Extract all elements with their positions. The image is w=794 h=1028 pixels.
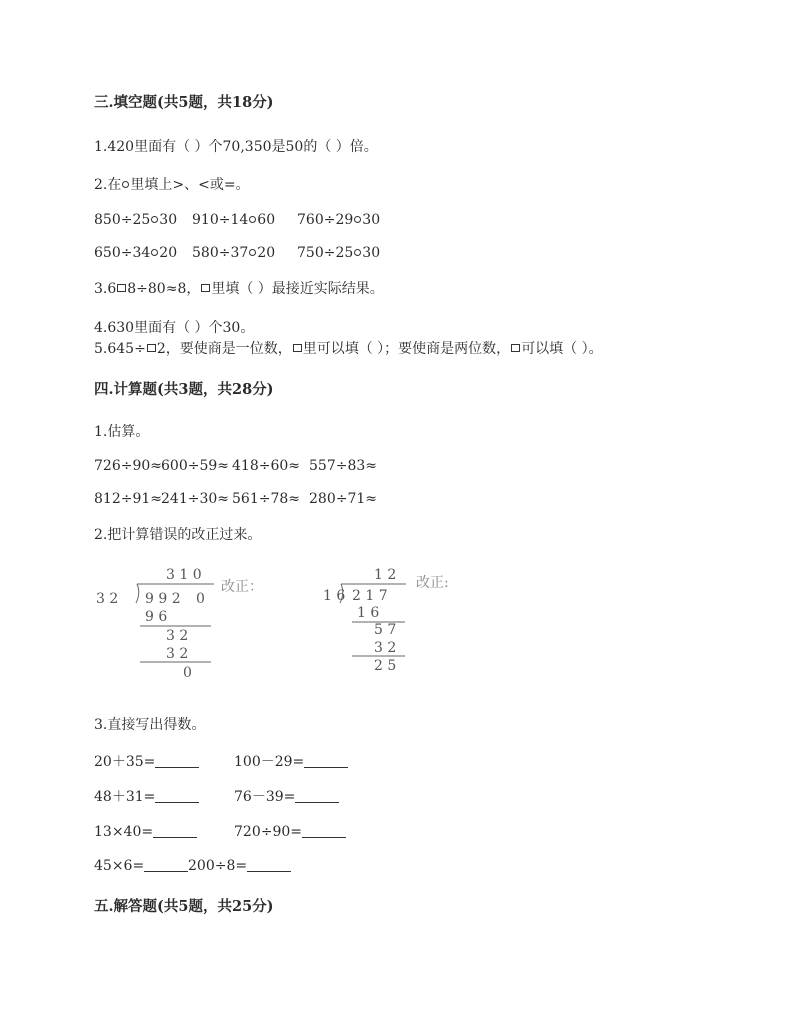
direct-item: 720÷90= <box>234 823 346 841</box>
direct-item: 13×40= <box>94 823 197 841</box>
question-3-1: 1.420里面有（ ）个70,350是50的（ ）倍。 <box>94 139 378 155</box>
compare-item: 580÷37 20 <box>192 245 276 261</box>
estimate-item: 241÷30≈ <box>161 491 229 507</box>
answer-blank <box>153 823 197 838</box>
estimate-item: 557÷83≈ <box>309 458 377 474</box>
q2-text-after: 里填上>、<或=。 <box>130 177 250 193</box>
section4-heading: 四.计算题(共3题，共28分) <box>94 381 274 398</box>
question-3-5: 5.645÷ 2，要使商是一位数， 里可以填（ ）；要使商是两位数， 可以填（ ）。 <box>94 341 603 357</box>
division1-quotient: 3 1 0 <box>166 567 202 583</box>
division1-step: 9 6 <box>145 609 168 625</box>
answer-blank <box>302 823 346 838</box>
square-blank-icon <box>511 344 520 352</box>
square-blank-icon <box>293 344 302 352</box>
estimate-item: 418÷60≈ <box>232 458 300 474</box>
q2-text-before: 2.在 <box>94 177 122 193</box>
question-3-2 <box>94 176 250 194</box>
answer-blank <box>144 857 188 872</box>
direct-item: 20＋35= <box>94 753 199 771</box>
division2-dividend: 2 1 7 <box>352 588 388 604</box>
division1-trailing-digit: 0 <box>196 591 205 607</box>
estimate-item: 280÷71≈ <box>309 491 377 507</box>
answer-blank <box>295 788 339 803</box>
division1-divisor: 3 2 <box>96 591 119 607</box>
direct-item: 200÷8= <box>188 857 291 875</box>
long-division-figures <box>0 562 794 682</box>
question-4-1: 1.估算。 <box>94 424 150 440</box>
division1-dividend: 9 9 2 <box>145 591 181 607</box>
circle-blank-icon <box>249 249 256 256</box>
division1-step: 3 2 <box>166 628 189 644</box>
answer-blank <box>247 857 291 872</box>
circle-blank-icon <box>122 181 129 188</box>
question-4-3: 3.直接写出得数。 <box>94 717 206 733</box>
estimate-item: 726÷90≈ <box>94 458 162 474</box>
division2-quotient: 1 2 <box>374 567 397 583</box>
section3-heading: 三.填空题(共5题，共18分) <box>94 94 274 111</box>
compare-item: 750÷25 30 <box>297 245 381 261</box>
compare-item: 650÷34 20 <box>94 245 178 261</box>
circle-blank-icon <box>354 249 361 256</box>
direct-item: 45×6= <box>94 857 188 875</box>
division2-divisor: 1 6 <box>323 588 346 604</box>
square-blank-icon <box>147 344 156 352</box>
question-3-4: 4.630里面有（ ）个30。 <box>94 320 255 336</box>
division1-correction-label: 改正： <box>221 579 263 595</box>
compare-item: 760÷29 30 <box>297 212 381 228</box>
circle-blank-icon <box>151 249 158 256</box>
division2-step: 5 7 <box>374 622 397 638</box>
division2-step: 3 2 <box>374 640 397 656</box>
direct-item: 100－29= <box>234 753 348 771</box>
circle-blank-icon <box>151 216 158 223</box>
division1-step: 3 2 <box>166 646 189 662</box>
circle-blank-icon <box>354 216 361 223</box>
square-blank-icon <box>117 284 126 292</box>
answer-blank <box>155 788 199 803</box>
question-3-3: 3.6 8÷80≈8， 里填（ ）最接近实际结果。 <box>94 281 384 297</box>
section5-heading: 五.解答题(共5题，共25分) <box>94 898 274 915</box>
estimate-item: 600÷59≈ <box>161 458 229 474</box>
division2-correction-label: 改正: <box>416 575 449 591</box>
division1-bracket <box>136 584 139 603</box>
division2-step: 2 5 <box>374 658 397 674</box>
compare-item: 850÷25 30 <box>94 212 178 228</box>
division2-step: 1 6 <box>357 605 380 621</box>
estimate-item: 812÷91≈ <box>94 491 162 507</box>
direct-item: 48＋31= <box>94 788 199 806</box>
answer-blank <box>155 753 199 768</box>
division1-step: 0 <box>183 665 192 681</box>
answer-blank <box>304 753 348 768</box>
direct-item: 76－39= <box>234 788 339 806</box>
compare-item: 910÷14 60 <box>192 212 276 228</box>
square-blank-icon <box>201 284 210 292</box>
circle-blank-icon <box>249 216 256 223</box>
question-4-2: 2.把计算错误的改正过来。 <box>94 527 262 543</box>
estimate-item: 561÷78≈ <box>232 491 300 507</box>
